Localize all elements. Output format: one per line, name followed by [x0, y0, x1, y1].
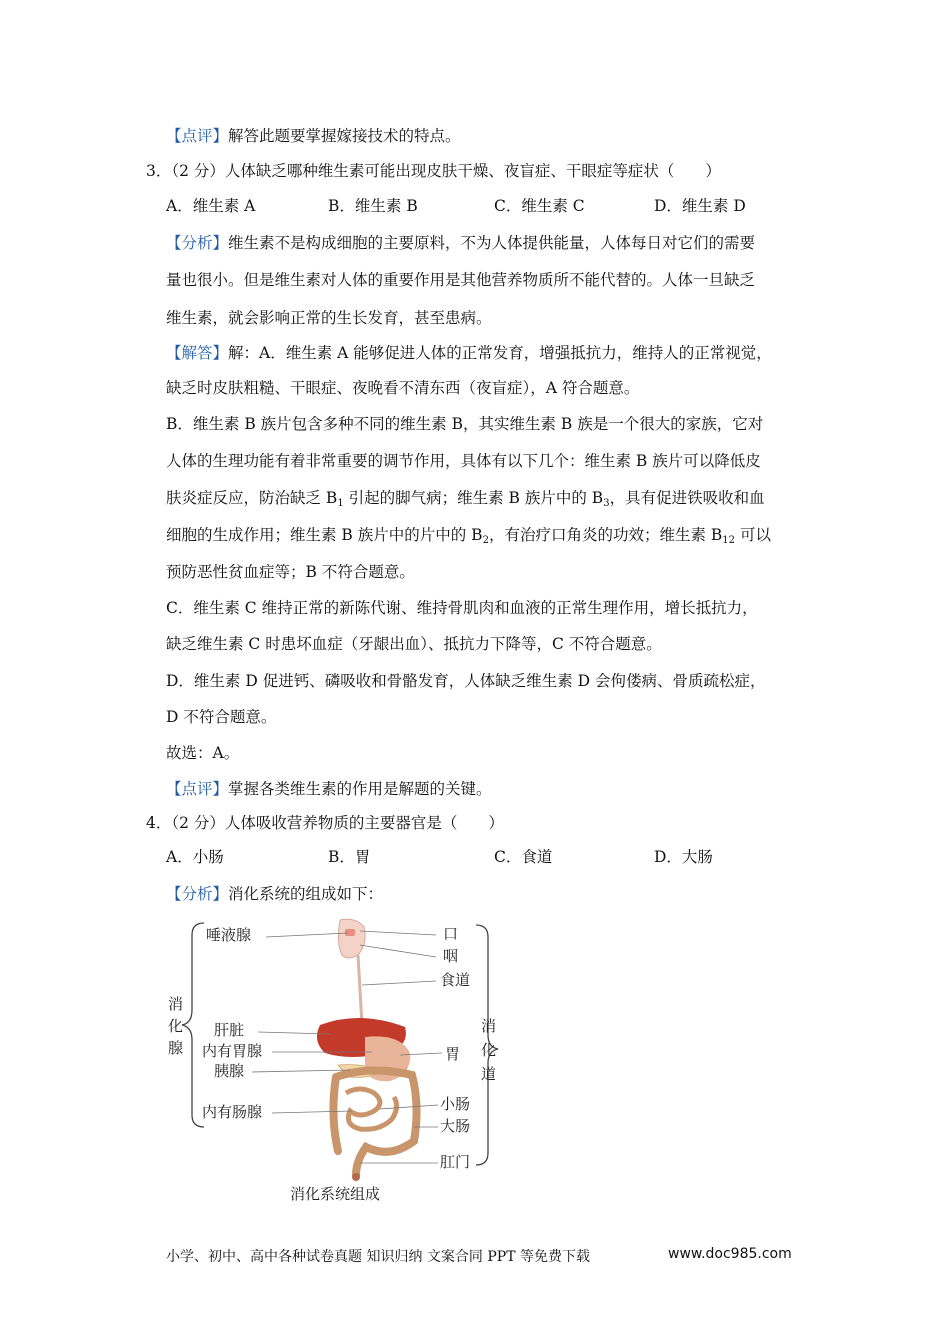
label-liver: 肝脏: [214, 1021, 245, 1039]
leader-line: [360, 931, 436, 935]
group-left-char-2: 化: [168, 1017, 184, 1035]
label-gastric-gland: 内有胃腺: [202, 1042, 263, 1060]
small-intestine-shape: [346, 1089, 397, 1129]
label-small-intestine: 小肠: [440, 1095, 471, 1113]
text-span: 肤炎症反应，防治缺乏 B: [166, 489, 338, 507]
q3-analysis-line-2: 量也很小。但是维生素对人体的重要作用是其他营养物质所不能代替的。人体一旦缺乏: [166, 271, 756, 289]
question-4-stem: 4．（2 分）人体吸收营养物质的主要器官是（ ）: [146, 814, 504, 832]
comment-text: 解答此题要掌握嫁接技术的特点。: [228, 127, 461, 145]
leader-line: [272, 1111, 352, 1113]
text-span: ，具有促进铁吸收和血: [609, 489, 765, 507]
group-right-char-1: 消: [480, 1017, 496, 1035]
footer-promo: 小学、初中、高中各种试卷真题 知识归纳 文案合同 PPT 等免费下载: [166, 1249, 590, 1265]
q3-answer-c-2: 缺乏维生素 C 时患坏血症（牙龈出血）、抵抗力下降等，C 不符合题意。: [166, 635, 662, 653]
group-right-char-3: 道: [480, 1065, 496, 1083]
subscript: 1: [337, 498, 344, 509]
q3-option-c: C．维生素 C: [494, 197, 585, 215]
left-brace: [182, 923, 204, 1127]
label-pharynx: 咽: [443, 947, 459, 965]
large-intestine-shape: [333, 1070, 416, 1175]
q4-option-a: A．小肠: [166, 848, 224, 866]
answer-text: 解：A．维生素 A 能够促进人体的正常发育，增强抵抗力，维持人的正常视觉，: [228, 344, 772, 362]
analysis-tag: 【分析】: [166, 234, 229, 252]
subscript: 3: [603, 498, 610, 509]
q3-option-d: D．维生素 D: [654, 197, 746, 215]
text-span: 引起的脚气病；维生素 B 族片中的 B: [343, 489, 604, 507]
subscript: 2: [482, 535, 489, 546]
q3-analysis-line-1: [166, 233, 755, 253]
label-mouth: 口: [443, 925, 459, 943]
q3-answer-b-3: [166, 488, 765, 508]
label-anus: 肛门: [440, 1153, 471, 1171]
digestive-system-diagram: [160, 915, 500, 1205]
q2-comment: [166, 126, 461, 146]
answer-tag: 【解答】: [166, 344, 229, 362]
q3-answer-b-2: 人体的生理功能有着非常重要的调节作用，具体有以下几个：维生素 B 族片可以降低皮: [166, 452, 761, 470]
leader-line: [252, 1070, 350, 1072]
label-salivary-gland: 唾液腺: [206, 926, 252, 944]
subscript: 12: [722, 535, 736, 546]
group-left-char-1: 消: [168, 995, 184, 1013]
q4-option-b: B．胃: [328, 848, 371, 866]
esophagus-shape: [358, 955, 362, 1025]
q3-comment: [166, 779, 492, 799]
group-right-char-2: 化: [480, 1041, 496, 1059]
comment-tag: 【点评】: [166, 127, 229, 145]
label-stomach: 胃: [445, 1045, 461, 1063]
analysis-tag: 【分析】: [166, 885, 229, 903]
text-span: 可以: [735, 526, 771, 544]
leader-line: [380, 1105, 438, 1109]
digestive-system-figure: [160, 915, 500, 1205]
q3-answer-b-1: B．维生素 B 族片包含多种不同的维生素 B，其实维生素 B 族是一个很大的家族，它对: [166, 415, 764, 433]
question-3-stem: 3．（2 分）人体缺乏哪种维生素可能出现皮肤干燥、夜盲症、干眼症等症状（ ）: [146, 162, 721, 180]
label-esophagus: 食道: [440, 971, 471, 989]
label-large-intestine: 大肠: [440, 1117, 471, 1135]
label-intestinal-gland: 内有肠腺: [202, 1103, 263, 1121]
comment-text: 掌握各类维生素的作用是解题的关键。: [228, 780, 492, 798]
leader-line: [360, 945, 436, 957]
q3-answer-b-4: [166, 525, 771, 545]
q3-answer-line-2: 缺乏时皮肤粗糙、干眼症、夜晚看不清东西（夜盲症），A 符合题意。: [166, 379, 640, 397]
analysis-text: 维生素不是构成细胞的主要原料，不为人体提供能量，人体每日对它们的需要: [228, 234, 756, 252]
q4-option-d: D．大肠: [654, 848, 713, 866]
q3-answer-line-1: [166, 343, 772, 363]
salivary-gland-shape: [345, 929, 355, 936]
q3-answer-d-1: D．维生素 D 促进钙、磷吸收和骨骼发育，人体缺乏维生素 D 会佝偻病、骨质疏松症，: [166, 672, 766, 690]
q3-choice: 故选：A。: [166, 744, 240, 762]
q3-option-a: A．维生素 A: [166, 197, 256, 215]
comment-tag: 【点评】: [166, 780, 229, 798]
analysis-text: 消化系统的组成如下：: [228, 885, 384, 903]
leader-line: [266, 933, 348, 937]
footer-website-link[interactable]: www.doc985.com: [668, 1246, 792, 1262]
q3-answer-c-1: C．维生素 C 维持正常的新陈代谢、维持骨肌肉和血液的正常生理作用，增长抵抗力，: [166, 599, 758, 617]
label-pancreas: 胰腺: [214, 1062, 245, 1080]
q3-option-b: B．维生素 B: [328, 197, 418, 215]
figure-caption: 消化系统组成: [290, 1185, 381, 1203]
text-span: ，有治疗口角炎的功效；维生素 B: [488, 526, 723, 544]
anus-shape: [352, 1173, 360, 1181]
q4-option-c: C．食道: [494, 848, 553, 866]
leader-line: [362, 981, 436, 985]
text-span: 细胞的生成作用；维生素 B 族片中的片中的 B: [166, 526, 483, 544]
q4-analysis: [166, 884, 383, 904]
q3-analysis-line-3: 维生素，就会影响正常的生长发育，甚至患病。: [166, 309, 492, 327]
head-outline: [338, 919, 365, 958]
q3-answer-d-2: D 不符合题意。: [166, 708, 277, 726]
q3-answer-b-5: 预防恶性贫血症等；B 不符合题意。: [166, 563, 415, 581]
group-left-char-3: 腺: [168, 1039, 184, 1057]
